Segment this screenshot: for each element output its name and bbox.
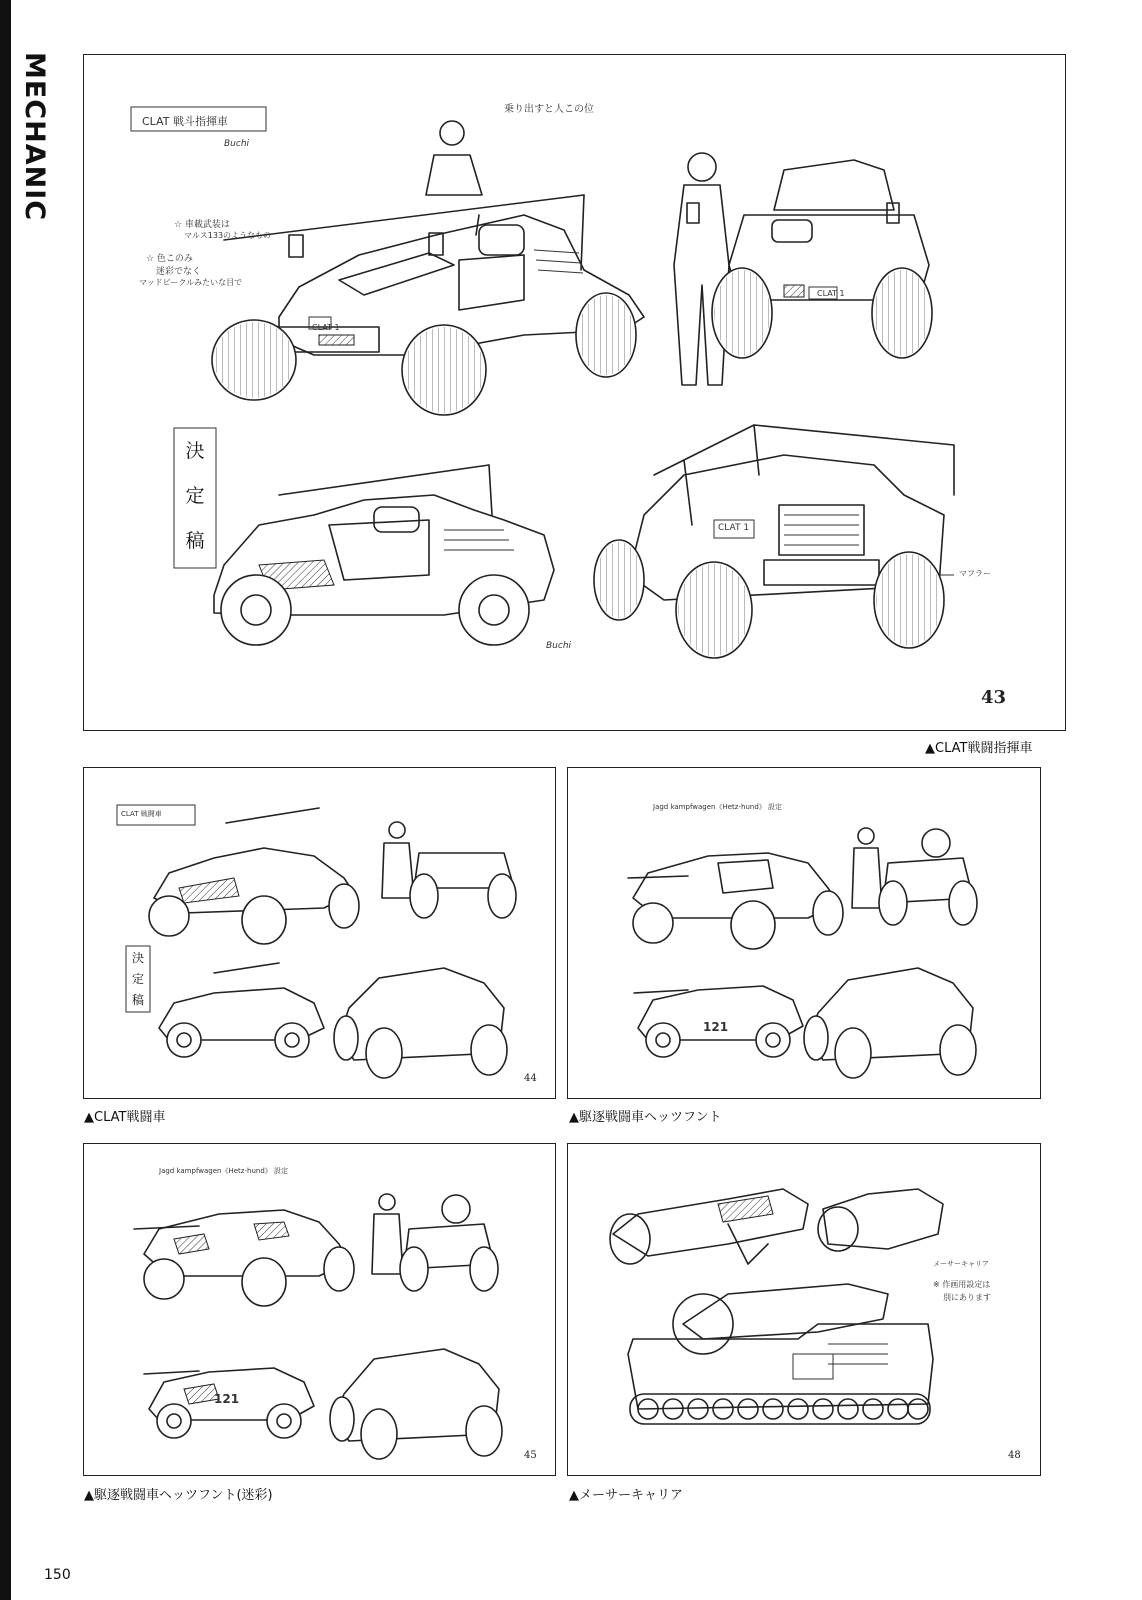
artist-signature: Buchi — [224, 139, 250, 149]
rear-plate-label: CLAT 1 — [718, 523, 750, 533]
sketch-title-label: Jagd kampfwagen《Hetz-hund》 設定 — [653, 803, 782, 811]
page-number: 150 — [44, 1567, 71, 1583]
panel-caption-clat-command-vehicle: ▲CLAT戦闘指揮車 — [925, 741, 1033, 756]
vehicle-three-quarter-view — [212, 121, 644, 415]
side-number-label: 121 — [703, 1020, 729, 1034]
panel-number: 45 — [524, 1450, 537, 1461]
panel-caption-hetz-hund-camo: ▲駆逐戦闘車ヘッツフント(迷彩) — [84, 1488, 273, 1503]
panel-number: 44 — [524, 1073, 537, 1084]
panel-clat-combat-vehicle — [83, 767, 556, 1099]
color-note-line3: マッドビークルみたいな目で — [139, 278, 243, 287]
hetz-hund-camo-sketch — [84, 1144, 555, 1475]
hetz-hund-sketch — [568, 768, 1040, 1098]
note-line1: ※ 作画用設定は — [933, 1280, 991, 1289]
crew-size-note: 乗り出すと人この位 — [504, 104, 594, 115]
sketch-title-label: メーサーキャリア — [933, 1260, 989, 1268]
sketch-title-label: CLAT 戦闘車 — [121, 810, 162, 818]
panel-number: 43 — [981, 687, 1007, 708]
panel-caption-maser-carrier: ▲メーサーキャリア — [569, 1488, 683, 1503]
vehicle-side-view — [214, 465, 554, 645]
panel-maser-carrier — [567, 1143, 1041, 1476]
panel-hetz-hund — [567, 767, 1041, 1099]
muffler-label: マフラー — [959, 569, 991, 578]
section-title — [20, 52, 50, 252]
armament-note-line1: ☆ 車載武装は — [174, 220, 230, 230]
vehicle-rear-view — [594, 425, 954, 658]
section-title-text: MECHANIC — [19, 52, 50, 222]
vehicle-front-view — [674, 153, 932, 385]
color-note-line2: 迷彩でなく — [156, 267, 202, 277]
panel-hetz-hund-camo — [83, 1143, 556, 1476]
clat-command-vehicle-sketch — [84, 55, 1065, 730]
color-note-line1: ☆ 色このみ — [146, 254, 193, 264]
note-line2: 別にあります — [943, 1293, 991, 1302]
final-draft-stamp: 決 定 稿 — [127, 948, 149, 1011]
maser-carrier-sketch — [568, 1144, 1040, 1475]
sketch-title-label: Jagd kampfwagen《Hetz-hund》 設定 — [159, 1167, 288, 1175]
page-side-bar — [0, 0, 11, 1600]
artist-signature-2: Buchi — [546, 641, 572, 651]
armament-note-line2: マルス133のようなもの — [184, 231, 272, 240]
panel-caption-clat-combat-vehicle: ▲CLAT戦闘車 — [84, 1110, 166, 1125]
sketch-title-label: CLAT 戦斗指揮車 — [142, 115, 228, 128]
panel-caption-hetz-hund: ▲駆逐戦闘車ヘッツフント — [569, 1110, 722, 1125]
panel-number: 48 — [1008, 1450, 1021, 1461]
side-number-label: 121 — [214, 1392, 240, 1406]
front-plate-label: CLAT 1 — [312, 323, 340, 332]
panel-clat-command-vehicle — [83, 54, 1066, 731]
front-view-plate-label: CLAT 1 — [817, 289, 845, 298]
final-draft-stamp: 決 定 稿 — [175, 429, 215, 564]
